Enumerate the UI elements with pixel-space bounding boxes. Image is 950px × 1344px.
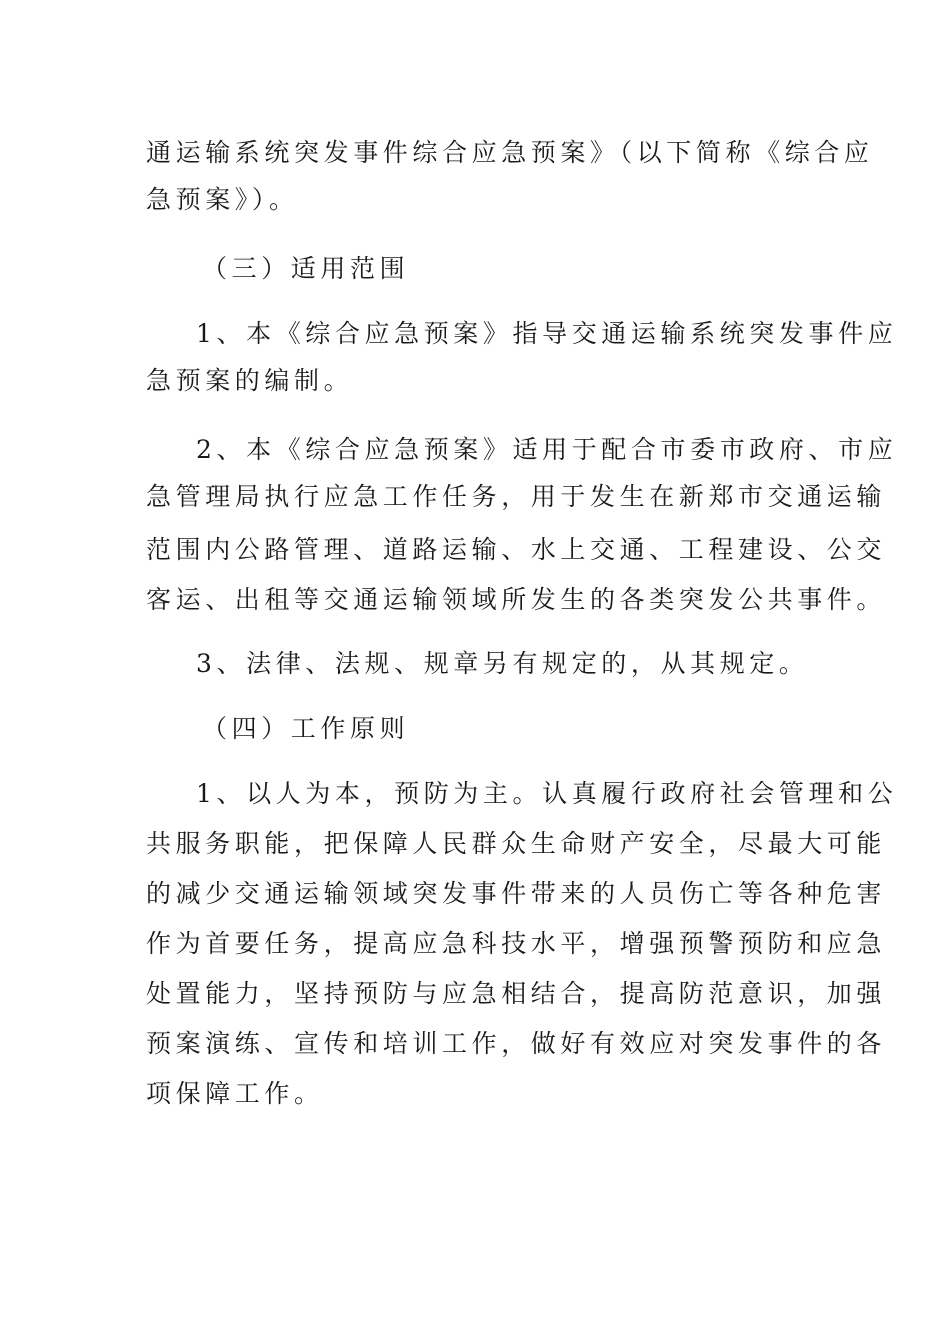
principles-item-1-line: 作为首要任务，提高应急科技水平，增强预警预防和应急 [146,929,887,958]
principles-item-1-line: 的减少交通运输领域突发事件带来的人员伤亡等各种危害 [146,879,887,908]
section-heading-principles: （四）工作原则 [202,714,410,743]
scope-item-1-line: 1、本《综合应急预案》指导交通运输系统突发事件应 [196,319,898,348]
scope-item-3-line: 3、法律、法规、规章另有规定的，从其规定。 [196,649,809,678]
principles-item-1-line: 共服务职能，把保障人民群众生命财产安全，尽最大可能 [146,829,887,858]
scope-item-1-line: 急预案的编制。 [146,366,354,395]
principles-item-1-line: 处置能力，坚持预防与应急相结合，提高防范意识，加强 [146,979,887,1008]
intro-paragraph-line: 急预案》）。 [146,185,299,214]
scope-item-2-line: 客运、出租等交通运输领域所发生的各类突发公共事件。 [146,585,887,614]
principles-item-1-line: 1、以人为本，预防为主。认真履行政府社会管理和公 [196,779,898,808]
scope-item-2-line: 急管理局执行应急工作任务，用于发生在新郑市交通运输 [146,482,887,511]
section-heading-scope: （三）适用范围 [202,254,410,283]
scope-item-2-line: 2、本《综合应急预案》适用于配合市委市政府、市应 [196,435,898,464]
intro-paragraph-line: 通运输系统突发事件综合应急预案》（以下简称《综合应 [146,138,874,167]
principles-item-1-line: 项保障工作。 [146,1079,324,1108]
principles-item-1-line: 预案演练、宣传和培训工作，做好有效应对突发事件的各 [146,1029,887,1058]
scope-item-2-line: 范围内公路管理、道路运输、水上交通、工程建设、公交 [146,535,887,564]
